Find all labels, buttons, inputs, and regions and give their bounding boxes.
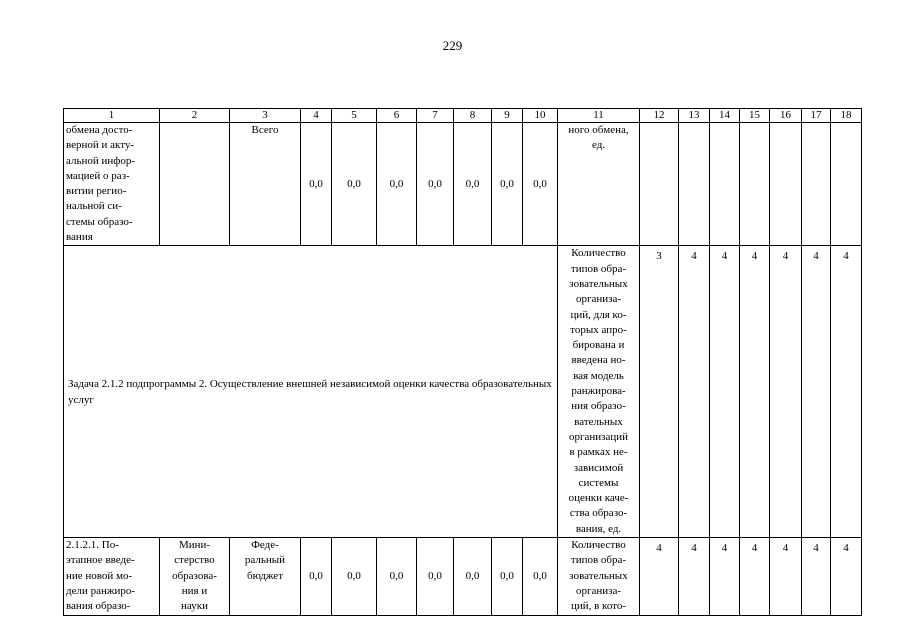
text-line: ния образо- bbox=[571, 400, 626, 413]
text-line: образова- bbox=[172, 569, 217, 582]
text-line: организаций bbox=[568, 430, 629, 443]
indicator-name-cell bbox=[558, 538, 640, 615]
text-line: бюджет bbox=[247, 569, 283, 582]
value-cell: 0,0 bbox=[523, 538, 558, 615]
header-cell: 6 bbox=[377, 109, 417, 123]
indicator-cell: 4 bbox=[710, 538, 740, 615]
header-cell: 12 bbox=[640, 109, 679, 123]
funding-source-cell: Всего bbox=[230, 123, 301, 246]
header-row bbox=[64, 109, 862, 123]
text-line: бирована и bbox=[572, 339, 625, 352]
table-row bbox=[64, 246, 862, 538]
value-cell: 0,0 bbox=[454, 123, 492, 246]
text-line: вая модель bbox=[573, 369, 624, 382]
text-line: вания, ед. bbox=[575, 522, 622, 535]
indicator-cell: 4 bbox=[740, 246, 770, 538]
text-line: обмена досто- bbox=[66, 124, 133, 136]
header-cell: 14 bbox=[710, 109, 740, 123]
indicator-cell: 4 bbox=[640, 538, 679, 615]
indicator-name-cell bbox=[558, 246, 640, 538]
header-cell: 17 bbox=[802, 109, 831, 123]
text-line: ральный bbox=[244, 554, 286, 567]
indicator-cell bbox=[770, 123, 802, 246]
text-line: науки bbox=[181, 600, 208, 613]
header-cell: 16 bbox=[770, 109, 802, 123]
text-line: организа- bbox=[575, 293, 622, 306]
indicator-cell: 4 bbox=[710, 246, 740, 538]
text-line: зовательных bbox=[569, 569, 628, 582]
value-cell: 0,0 bbox=[417, 538, 454, 615]
text-line: ранжирова- bbox=[571, 385, 626, 398]
funding-source-cell bbox=[230, 538, 301, 615]
value-cell: 0,0 bbox=[492, 123, 523, 246]
table-row bbox=[64, 538, 862, 615]
indicator-cell: 4 bbox=[679, 246, 710, 538]
text-line: Мини- bbox=[178, 539, 211, 552]
header-cell: 5 bbox=[332, 109, 377, 123]
indicator-name-cell bbox=[558, 123, 640, 246]
page-number: 229 bbox=[442, 38, 463, 53]
indicator-cell: 4 bbox=[831, 246, 862, 538]
text-line: оценки каче- bbox=[568, 492, 629, 505]
header-cell: 7 bbox=[417, 109, 454, 123]
text-line: этапное введе- bbox=[66, 554, 135, 567]
text-line: ций, для ко- bbox=[570, 308, 627, 321]
header-cell: 13 bbox=[679, 109, 710, 123]
value-cell: 0,0 bbox=[417, 123, 454, 246]
header-cell: 9 bbox=[492, 109, 523, 123]
indicator-cell bbox=[740, 123, 770, 246]
indicator-cell: 3 bbox=[640, 246, 679, 538]
budget-table bbox=[63, 108, 862, 616]
value-cell: 0,0 bbox=[332, 123, 377, 246]
table-row bbox=[64, 123, 862, 246]
indicator-cell bbox=[640, 123, 679, 246]
header-cell: 3 bbox=[230, 109, 301, 123]
indicator-cell: 4 bbox=[770, 538, 802, 615]
value-cell: 0,0 bbox=[301, 538, 332, 615]
text-line: альной инфор- bbox=[66, 154, 136, 167]
value-cell: 0,0 bbox=[377, 538, 417, 615]
text-line: ед. bbox=[591, 139, 606, 152]
text-line: стемы образо- bbox=[66, 215, 133, 228]
text-line: вания bbox=[66, 231, 93, 244]
header-cell: 11 bbox=[558, 109, 640, 123]
text-line: вательных bbox=[574, 415, 623, 428]
text-line: ства образо- bbox=[569, 507, 628, 520]
text-line: типов обра- bbox=[570, 554, 627, 567]
header-cell: 15 bbox=[740, 109, 770, 123]
indicator-cell: 4 bbox=[802, 246, 831, 538]
indicator-cell: 4 bbox=[802, 538, 831, 615]
text-line: 2.1.2.1. По- bbox=[66, 539, 119, 552]
value-cell: 0,0 bbox=[523, 123, 558, 246]
task-title-cell: Задача 2.1.2 подпрограммы 2. Осуществление внешней независимой оценки качества образовательных услуг bbox=[64, 246, 558, 538]
executor-cell bbox=[160, 123, 230, 246]
indicator-cell bbox=[710, 123, 740, 246]
value-cell: 0,0 bbox=[377, 123, 417, 246]
text-line: зависимой bbox=[573, 461, 624, 474]
indicator-cell: 4 bbox=[679, 538, 710, 615]
activity-name-cell bbox=[64, 123, 160, 246]
text-line: стерство bbox=[174, 554, 215, 567]
text-line: ций, в кото- bbox=[570, 600, 627, 613]
text-line: ного обмена, bbox=[568, 124, 629, 136]
text-line: верной и акту- bbox=[66, 139, 135, 152]
text-line: организа- bbox=[575, 584, 622, 597]
indicator-cell: 4 bbox=[831, 538, 862, 615]
value-cell: 0,0 bbox=[332, 538, 377, 615]
activity-name-cell bbox=[64, 538, 160, 615]
indicator-cell bbox=[679, 123, 710, 246]
header-cell: 18 bbox=[831, 109, 862, 123]
text-line: дели ранжиро- bbox=[66, 584, 136, 597]
text-line: торых апро- bbox=[570, 323, 627, 336]
header-cell: 4 bbox=[301, 109, 332, 123]
executor-cell bbox=[160, 538, 230, 615]
indicator-cell: 4 bbox=[740, 538, 770, 615]
value-cell: 0,0 bbox=[454, 538, 492, 615]
text-line: системы bbox=[578, 476, 619, 489]
text-line: Феде- bbox=[251, 539, 279, 552]
header-cell: 8 bbox=[454, 109, 492, 123]
text-line: ние новой мо- bbox=[66, 569, 133, 582]
text-line: типов обра- bbox=[570, 262, 627, 275]
header-cell: 2 bbox=[160, 109, 230, 123]
text-line: нальной си- bbox=[66, 200, 122, 213]
header-cell: 10 bbox=[523, 109, 558, 123]
header-cell: 1 bbox=[64, 109, 160, 123]
text-line: ния и bbox=[181, 584, 208, 597]
text-line: Количество bbox=[571, 247, 626, 260]
value-cell: 0,0 bbox=[492, 538, 523, 615]
text-line: витии регио- bbox=[66, 185, 127, 198]
indicator-cell: 4 bbox=[770, 246, 802, 538]
text-line: введена но- bbox=[571, 354, 626, 367]
indicator-cell bbox=[831, 123, 862, 246]
value-cell: 0,0 bbox=[301, 123, 332, 246]
text-line: вания образо- bbox=[66, 600, 131, 613]
text-line: в рамках не- bbox=[569, 446, 628, 459]
text-line: зовательных bbox=[569, 277, 628, 290]
indicator-cell bbox=[802, 123, 831, 246]
text-line: мацией о раз- bbox=[66, 169, 130, 182]
text-line: Количество bbox=[571, 539, 626, 552]
